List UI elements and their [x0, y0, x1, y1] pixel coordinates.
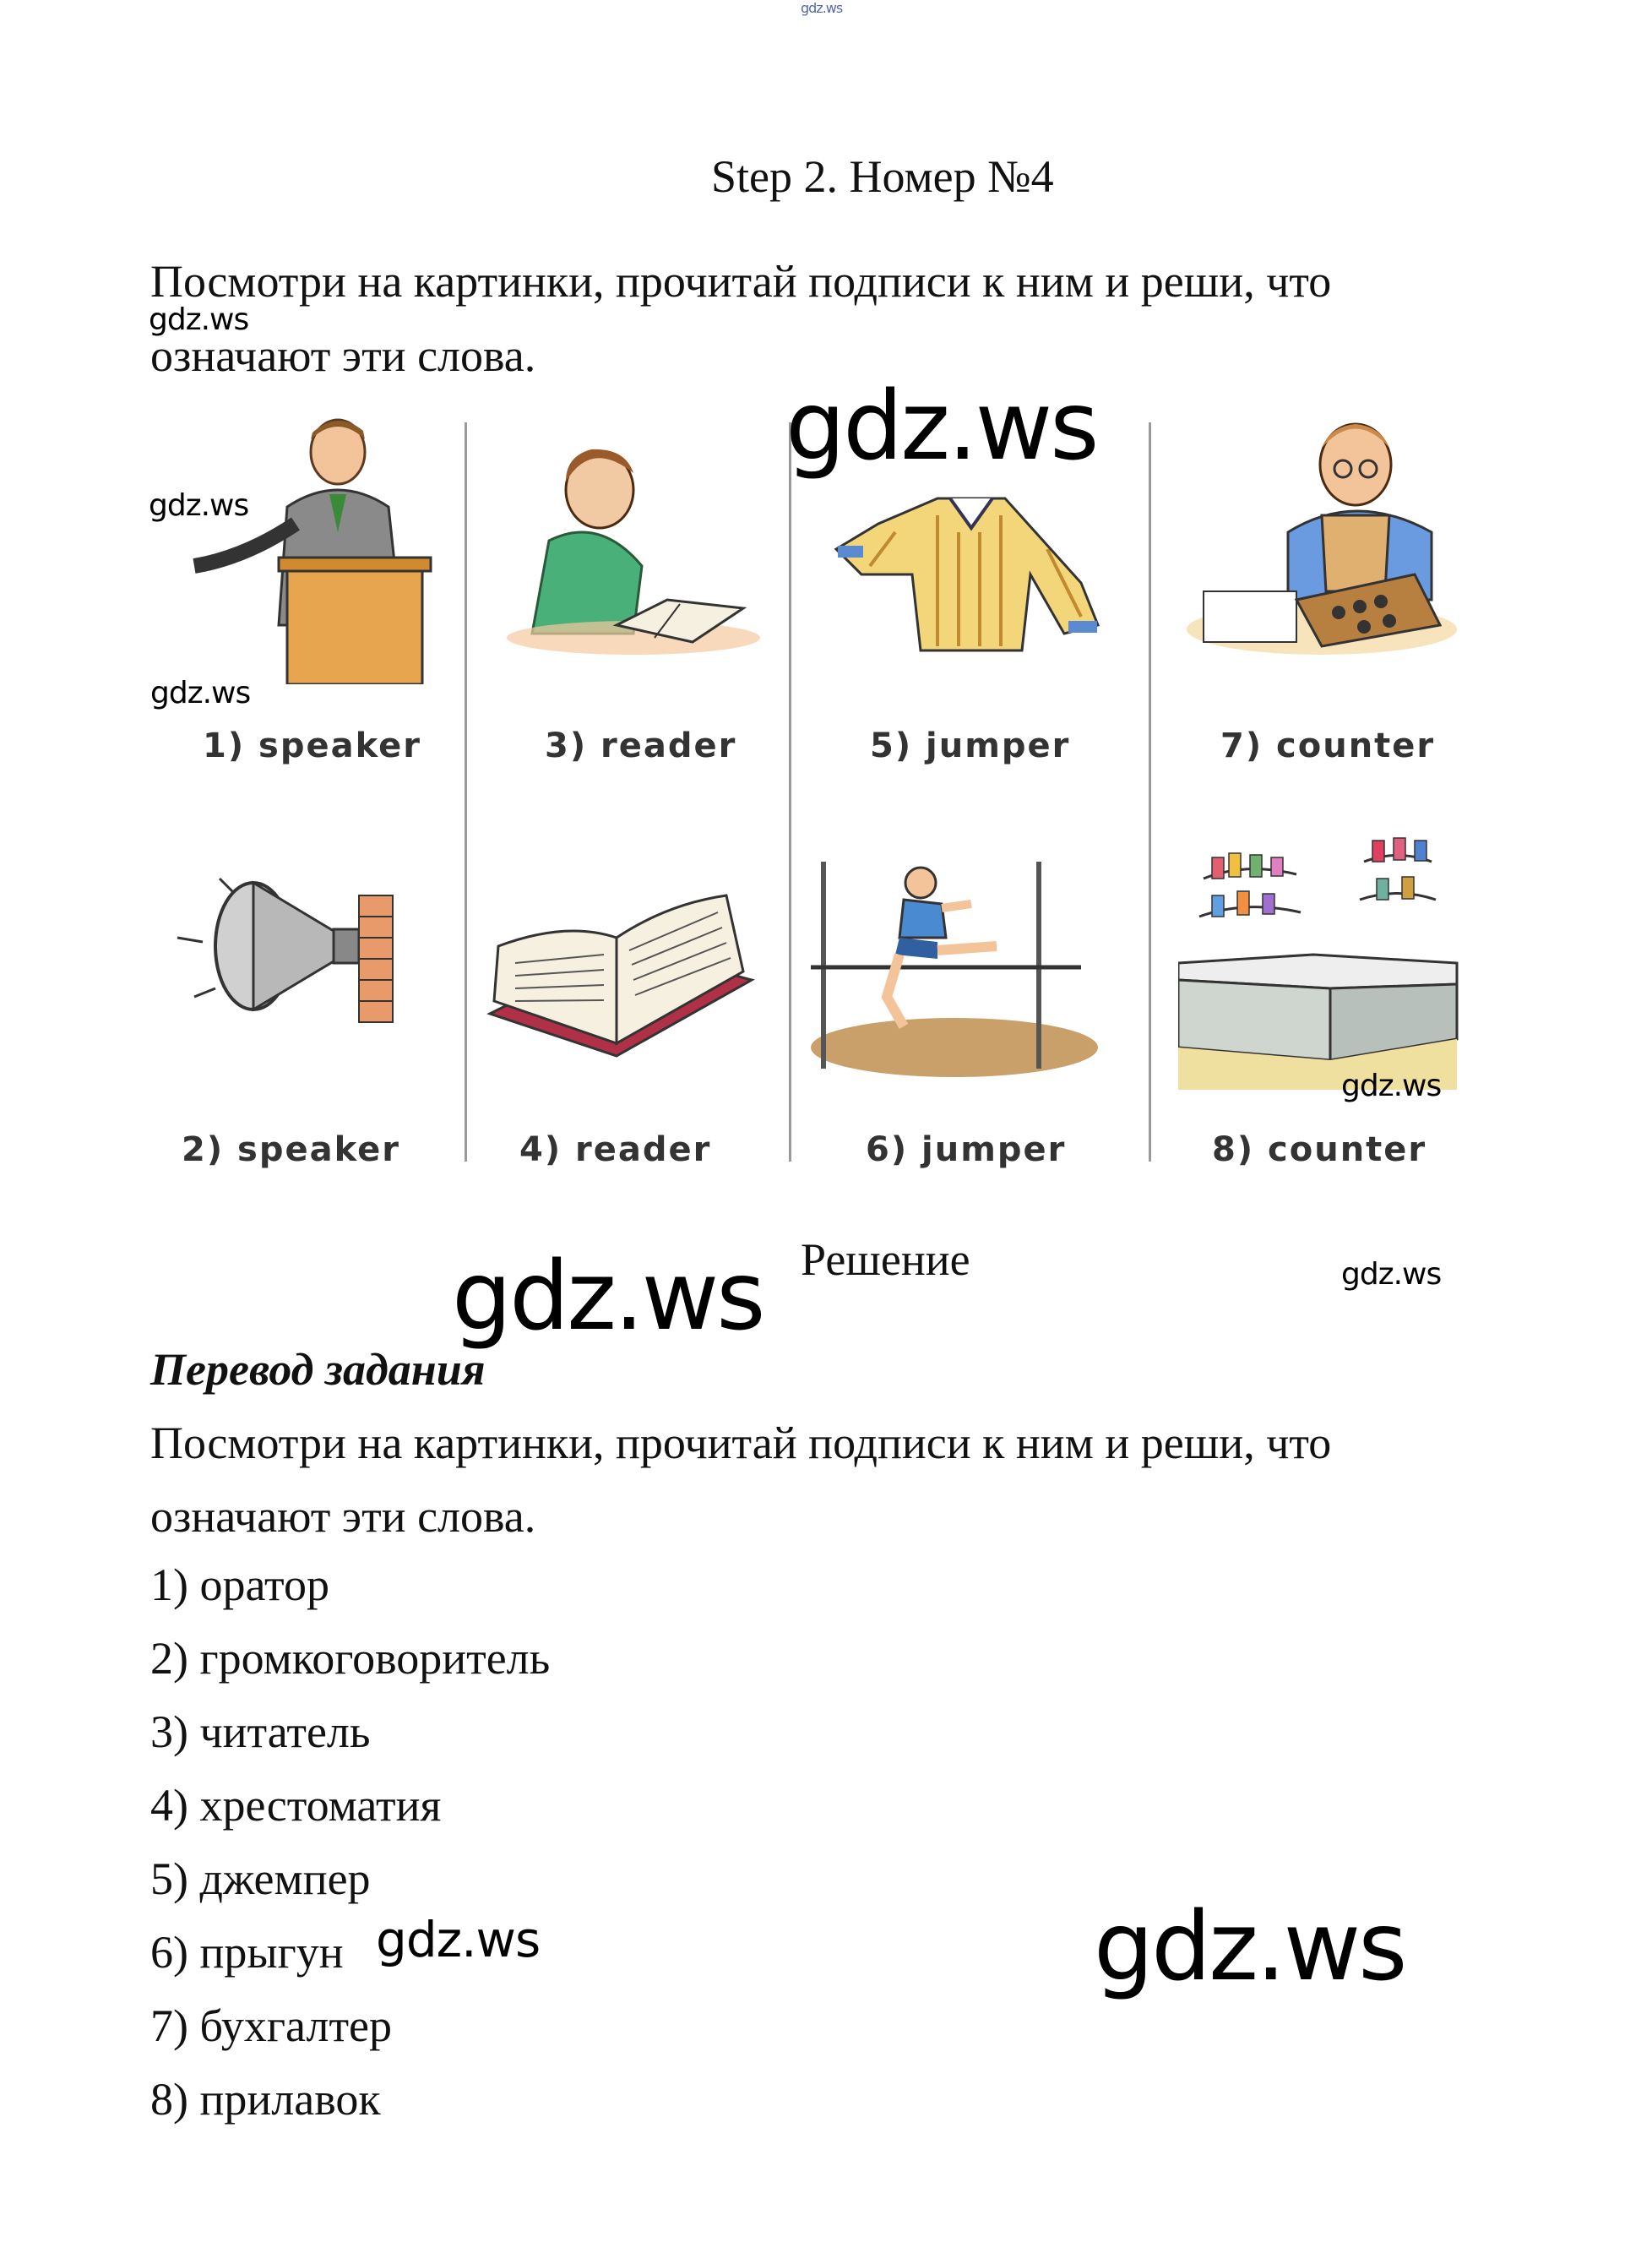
watermark: gdz.ws: [1341, 1069, 1442, 1103]
image-shop-counter: [1178, 836, 1465, 1090]
image-jumper-sweater: [828, 482, 1115, 676]
list-item: 7) бухгалтер: [150, 2000, 393, 2051]
watermark: gdz.ws: [149, 302, 249, 337]
list-item: 5) джемпер: [150, 1853, 371, 1904]
column-divider: [465, 422, 467, 1162]
translation-text-line-2: означают эти слова.: [150, 1491, 536, 1542]
caption-1: 1) speaker: [203, 727, 421, 765]
list-item: 3) читатель: [150, 1706, 371, 1757]
watermark: gdz.ws: [150, 676, 251, 710]
caption-6: 6) jumper: [866, 1130, 1067, 1169]
caption-5: 5) jumper: [870, 727, 1071, 765]
solution-heading: Решение: [801, 1234, 970, 1285]
watermark: gdz.ws: [1094, 1892, 1405, 2002]
picture-grid: [144, 405, 1461, 1183]
watermark-top: gdz.ws: [801, 0, 843, 16]
column-divider: [789, 422, 791, 1162]
task-text-line-1: Посмотри на картинки, прочитай подписи к ним и реши, что: [150, 256, 1332, 307]
caption-7: 7) counter: [1220, 727, 1436, 765]
image-reader-book: [481, 887, 760, 1081]
translation-heading: Перевод задания: [150, 1344, 486, 1395]
image-jumper-athlete: [802, 845, 1106, 1090]
caption-3: 3) reader: [545, 727, 737, 765]
watermark: gdz.ws: [376, 1911, 541, 1968]
list-item: 2) громкоговоритель: [150, 1633, 551, 1684]
task-text-line-2: означают эти слова.: [150, 330, 536, 381]
column-divider: [1149, 422, 1151, 1162]
watermark: gdz.ws: [149, 488, 249, 523]
watermark: gdz.ws: [785, 372, 1097, 482]
image-orator: [160, 414, 448, 684]
watermark: gdz.ws: [452, 1242, 764, 1352]
caption-4: 4) reader: [519, 1130, 712, 1169]
watermark: gdz.ws: [1341, 1257, 1442, 1292]
list-item: 8) прилавок: [150, 2074, 381, 2125]
image-counter-accountant: [1178, 405, 1465, 684]
caption-2: 2) speaker: [182, 1130, 400, 1169]
page-title: Step 2. Номер №4: [711, 151, 1054, 202]
image-reader-person: [498, 431, 769, 667]
image-loudspeaker: [169, 862, 422, 1081]
list-item: 6) прыгун: [150, 1927, 344, 1978]
list-item: 1) оратор: [150, 1559, 329, 1610]
caption-8: 8) counter: [1212, 1130, 1427, 1169]
translation-text-line-1: Посмотри на картинки, прочитай подписи к ним и реши, что: [150, 1418, 1332, 1468]
list-item: 4) хрестоматия: [150, 1780, 442, 1831]
